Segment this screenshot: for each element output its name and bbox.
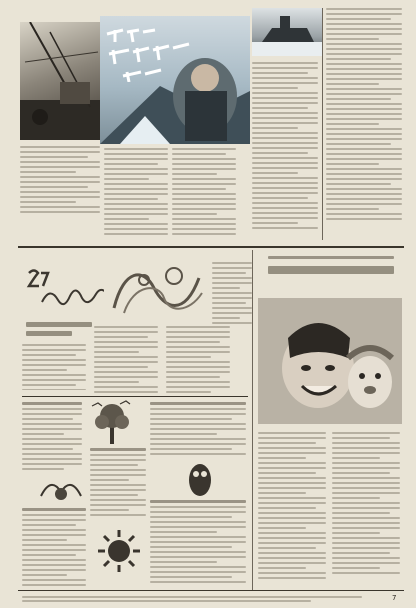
photo-ship-rigging — [20, 22, 100, 140]
swirl-graphic — [104, 258, 208, 322]
poem-col-a — [22, 402, 82, 472]
author-heading — [26, 322, 92, 340]
poetry-col-4 — [212, 262, 252, 326]
top-col-5 — [326, 8, 402, 232]
bottom-column-rule — [252, 250, 253, 590]
top-col-2 — [104, 148, 168, 240]
photo-ship-rigging-graphic — [20, 22, 100, 140]
section-divider — [18, 246, 404, 248]
footer-imprint-lines — [22, 596, 362, 605]
sun-emblem-graphic — [96, 528, 142, 574]
film-col-2 — [332, 432, 400, 582]
owl-figure-graphic — [186, 458, 214, 498]
illustration-owl-figure — [186, 458, 214, 498]
illustration-sun-emblem — [96, 528, 142, 574]
illustration-bird-figure — [36, 474, 86, 504]
film-section-headline — [268, 266, 394, 282]
poem-col-d — [150, 402, 246, 458]
children-puppet-graphic — [258, 298, 402, 424]
photo-icebreaker-ship — [252, 8, 322, 56]
photo-icebreaker-ship-graphic — [252, 8, 322, 56]
poetry-col-2 — [94, 326, 158, 394]
decorative-swirl-illustration — [104, 258, 208, 322]
poem-col-b — [90, 448, 146, 518]
top-column-rule — [322, 8, 323, 240]
top-col-4 — [252, 62, 318, 240]
poem-col-e — [150, 500, 246, 588]
poetry-inner-divider — [22, 396, 248, 397]
footer-rule — [18, 590, 404, 591]
film-col-1 — [258, 432, 326, 582]
poetry-col-3 — [166, 326, 230, 394]
headline-lettering — [103, 22, 213, 82]
top-col-3 — [172, 148, 236, 240]
tree-birds-graphic — [90, 400, 134, 446]
poem-col-c — [22, 508, 86, 588]
film-section-kicker — [268, 256, 394, 262]
poetry-col-1 — [22, 344, 86, 390]
photo-children-puppet — [258, 298, 402, 424]
top-col-left-lower — [20, 146, 100, 216]
illustration-tree-birds — [90, 400, 134, 446]
bird-figure-graphic — [36, 474, 86, 504]
footer-imprint — [0, 594, 416, 608]
page-number: 7 — [392, 594, 397, 602]
headline-day-ice-breaking — [103, 22, 213, 87]
